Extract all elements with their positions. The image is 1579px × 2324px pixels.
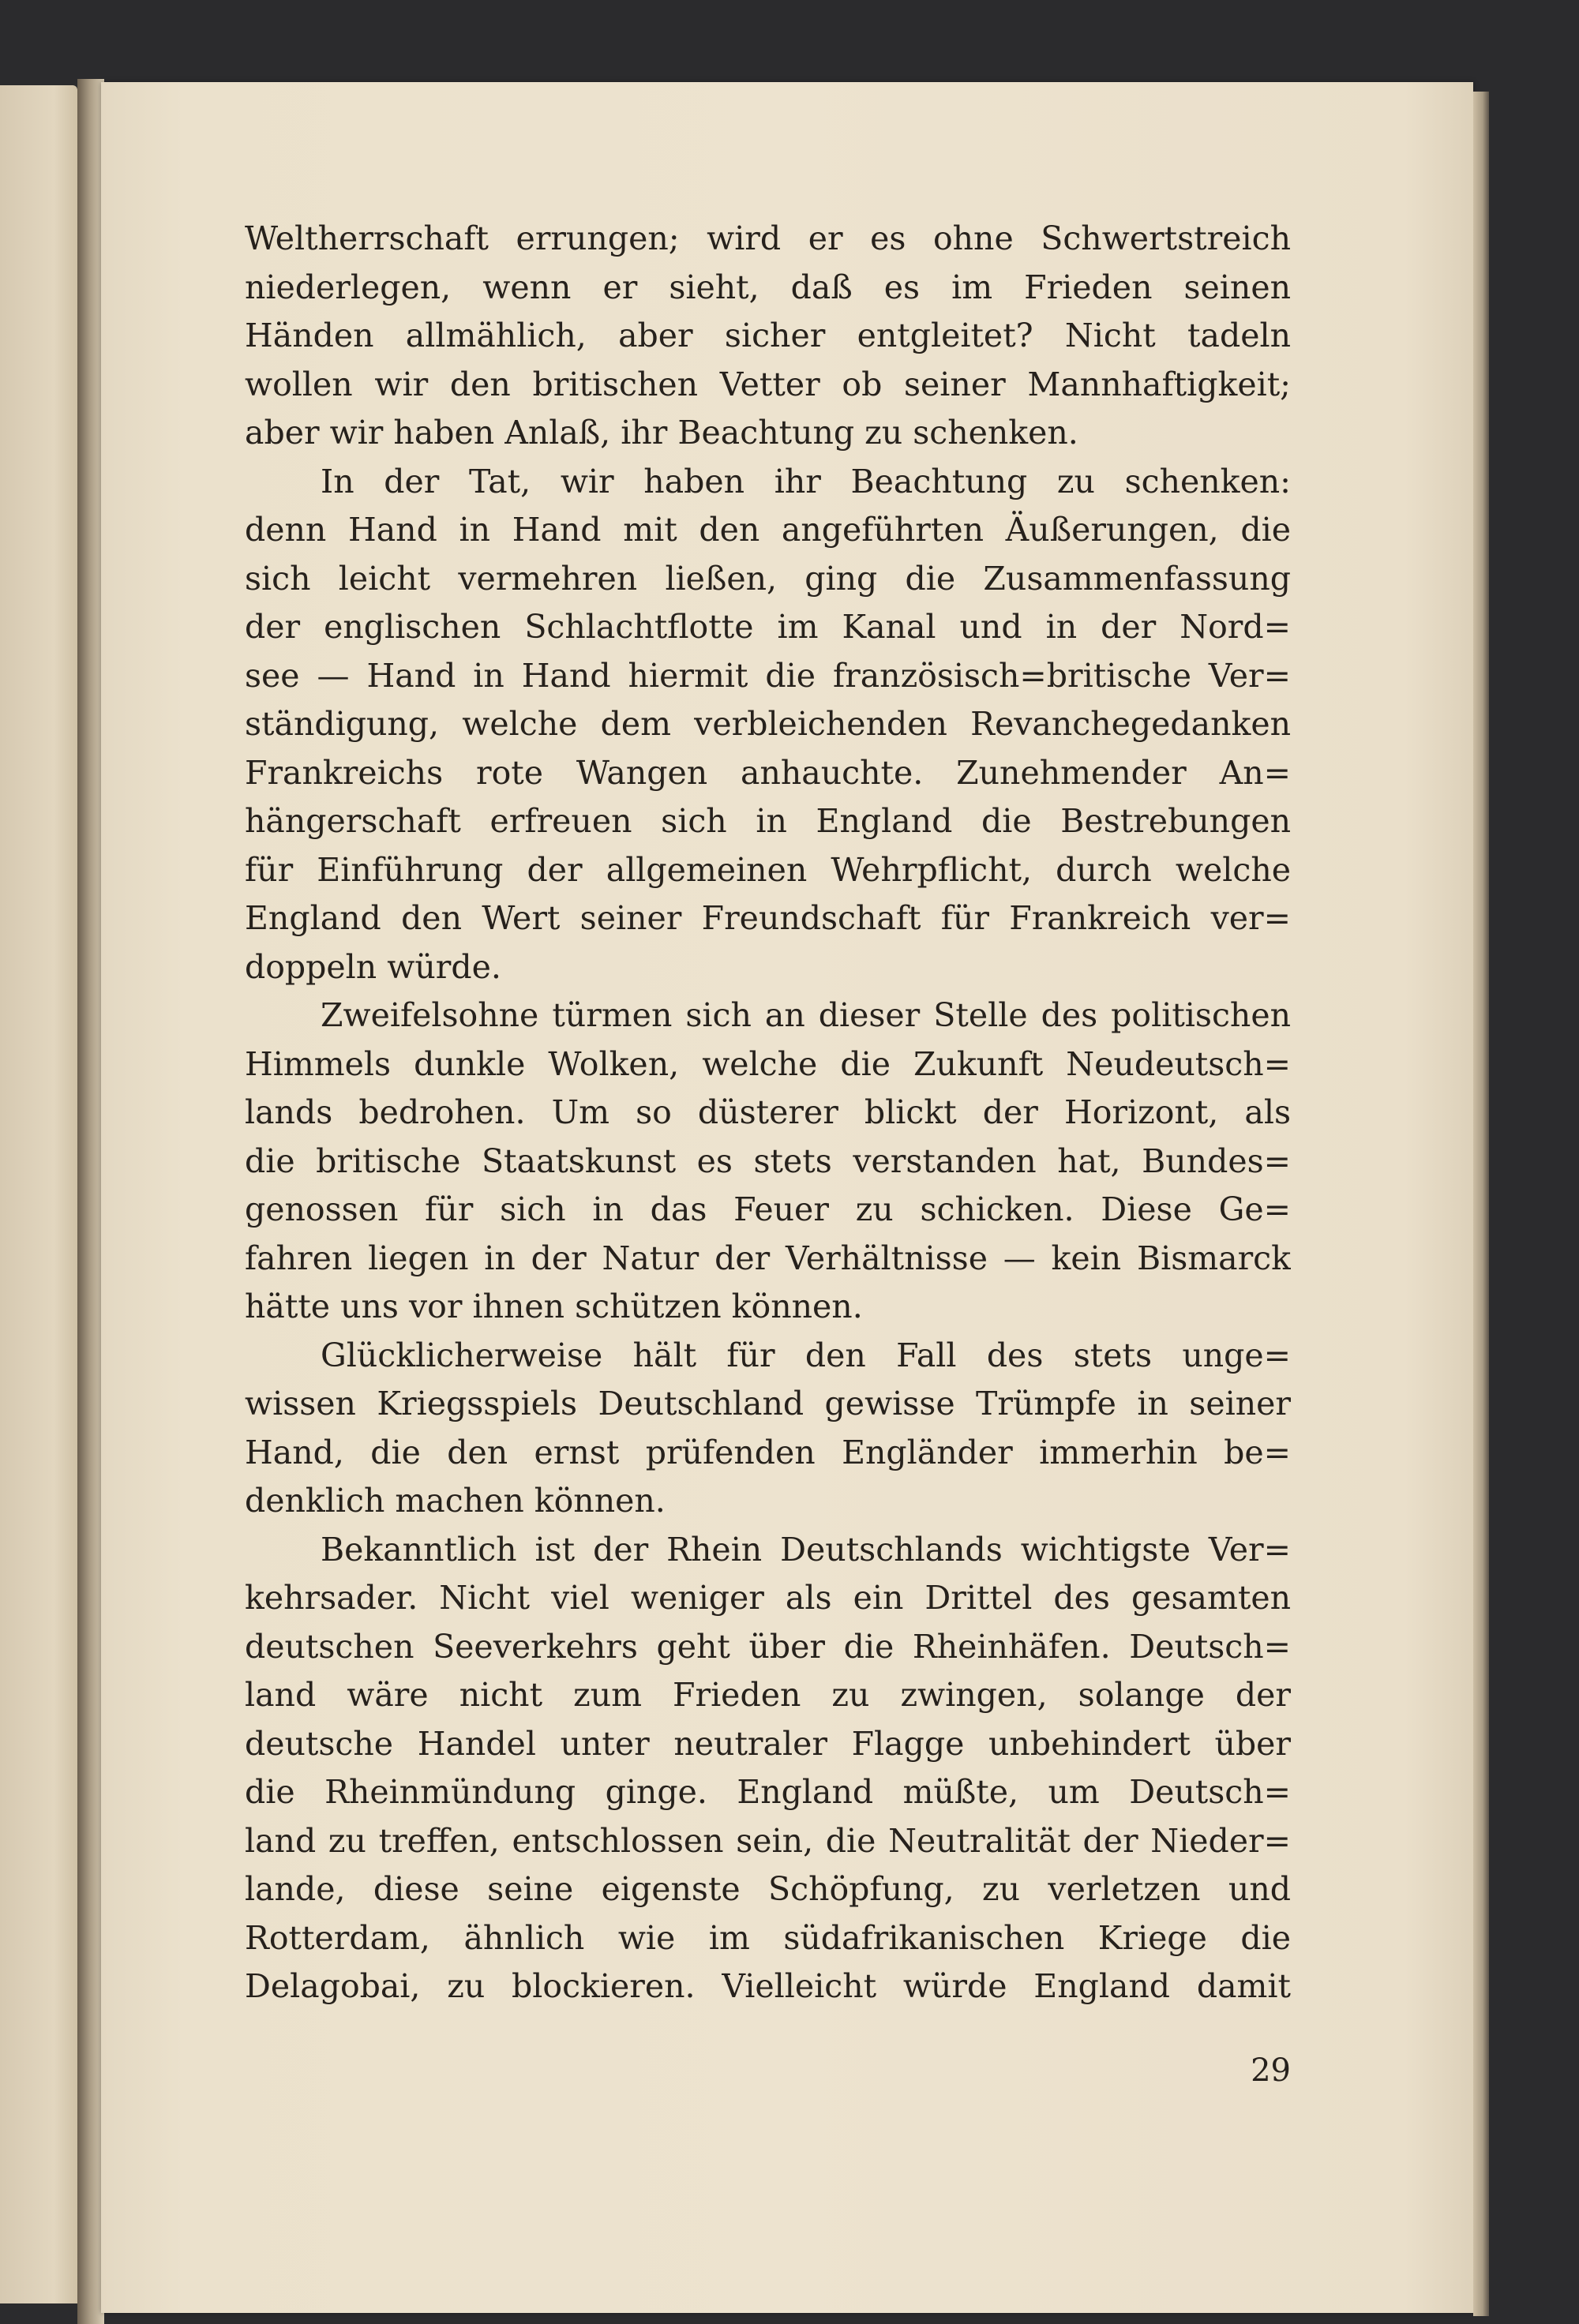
text-line: lands bedrohen. Um so düsterer blickt der Horizont, als — [245, 1093, 1291, 1131]
text-line: lande, diese seine eigenste Schöpfung, zu verletzen und — [245, 1870, 1291, 1908]
text-line: der englischen Schlachtflotte im Kanal und in der Nord= — [245, 608, 1291, 646]
text-line: hätte uns vor ihnen schützen können. — [245, 1288, 863, 1325]
text-line: denn Hand in Hand mit den angeführten Äußerungen, die — [245, 511, 1291, 549]
text-line: niederlegen, wenn er sieht, daß es im Frieden seinen — [245, 268, 1291, 306]
text-line: sich leicht vermehren ließen, ging die Zusammenfassung — [245, 559, 1291, 598]
paragraph-start-line: In der Tat, wir haben ihr Beachtung zu schenken: — [321, 462, 1291, 500]
text-line: see — Hand in Hand hiermit die französisch=britische Ver= — [245, 656, 1291, 695]
text-line: land wäre nicht zum Frieden zu zwingen, solange der — [245, 1676, 1291, 1714]
text-line: hängerschaft erfreuen sich in England die Bestrebungen — [245, 802, 1291, 840]
page-number: 29 — [1251, 2052, 1291, 2089]
book-gutter — [77, 79, 104, 2324]
text-line: land zu treffen, entschlossen sein, die Neutralität der Nieder= — [245, 1821, 1291, 1860]
text-line: wollen wir den britischen Vetter ob seiner Mannhaftigkeit; — [245, 365, 1291, 403]
text-line: ständigung, welche dem verbleichenden Revanchegedanken — [245, 705, 1291, 743]
paragraph-start-line: Bekanntlich ist der Rhein Deutschlands wichtigste Ver= — [321, 1530, 1291, 1569]
text-line: genossen für sich in das Feuer zu schicken. Diese Ge= — [245, 1190, 1291, 1228]
page-stack-edge — [1473, 92, 1489, 2316]
text-line: Himmels dunkle Wolken, welche die Zukunft Neudeutsch= — [245, 1044, 1291, 1083]
text-line: Weltherrschaft errungen; wird er es ohne Schwertstreich — [245, 219, 1291, 257]
text-line: für Einführung der allgemeinen Wehrpflicht, durch welche — [245, 850, 1291, 889]
text-line: die Rheinmündung ginge. England müßte, um Deutsch= — [245, 1773, 1291, 1811]
text-line: deutsche Handel unter neutraler Flagge unbehindert über — [245, 1724, 1291, 1763]
paragraph-start-line: Zweifelsohne türmen sich an dieser Stelle des politischen — [321, 996, 1291, 1034]
left-page-edge — [0, 85, 77, 2303]
text-line: doppeln würde. — [245, 947, 501, 986]
paragraph-start-line: Glücklicherweise hält für den Fall des stets unge= — [321, 1336, 1291, 1374]
text-line: denklich machen können. — [245, 1482, 666, 1520]
text-line: Rotterdam, ähnlich wie im südafrikanischen Kriege die — [245, 1918, 1291, 1957]
text-line: die britische Staatskunst es stets verstanden hat, Bundes= — [245, 1141, 1291, 1180]
text-line: kehrsader. Nicht viel weniger als ein Drittel des gesamten — [245, 1579, 1291, 1617]
text-line: Hand, die den ernst prüfenden Engländer immerhin be= — [245, 1433, 1291, 1471]
text-line: Delagobai, zu blockieren. Vielleicht würde England damit — [245, 1967, 1291, 2005]
text-line: wissen Kriegsspiels Deutschland gewisse Trümpfe in seiner — [245, 1385, 1291, 1423]
text-line: aber wir haben Anlaß, ihr Beachtung zu schenken. — [245, 414, 1078, 452]
text-line: fahren liegen in der Natur der Verhältnisse — kein Bismarck — [245, 1239, 1291, 1277]
body-text — [245, 215, 1291, 2011]
text-line: England den Wert seiner Freundschaft für Frankreich ver= — [245, 899, 1291, 937]
text-line: deutschen Seeverkehrs geht über die Rheinhäfen. Deutsch= — [245, 1627, 1291, 1666]
text-line: Frankreichs rote Wangen anhauchte. Zunehmender An= — [245, 753, 1291, 792]
text-line: Händen allmählich, aber sicher entgleitet? Nicht tadeln — [245, 317, 1291, 354]
